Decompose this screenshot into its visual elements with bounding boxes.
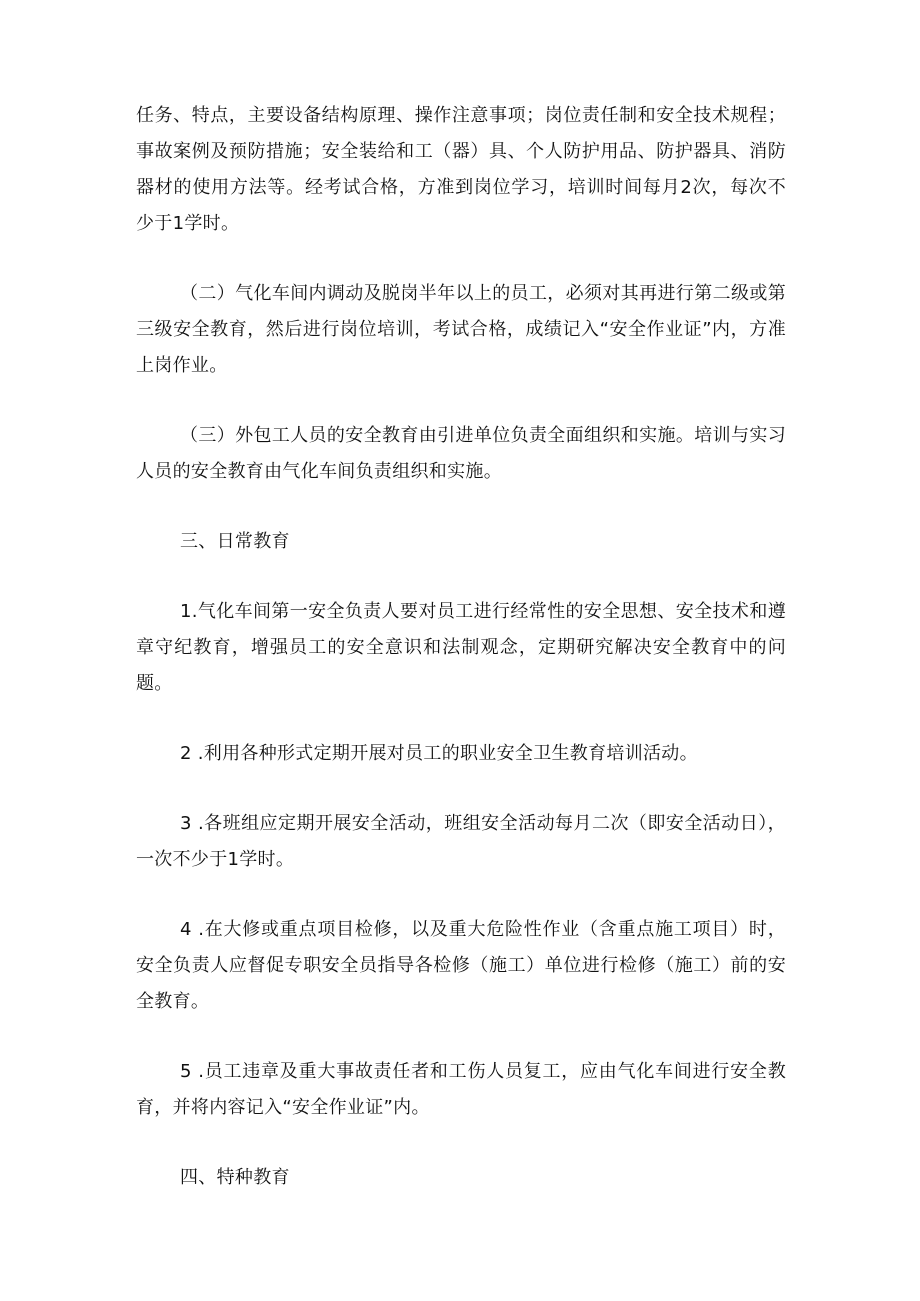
list-item-4: 4 .在大修或重点项目检修，以及重大危险性作业（含重点施工项目）时，安全负责人应督促专职安全员指导各检修（施工）单位进行检修（施工）前的安全教育。 <box>136 919 786 1012</box>
list-item-3: 3 .各班组应定期开展安全活动，班组安全活动每月二次（即安全活动日），一次不少于1学时。 <box>136 813 786 870</box>
document-body <box>136 98 786 1196</box>
list-item-1: 1.气化车间第一安全负责人要对员工进行经常性的安全思想、安全技术和遵章守纪教育，增强员工的安全意识和法制观念，定期研究解决安全教育中的问题。 <box>136 601 786 694</box>
section-heading-special-education: 四、特种教育 <box>180 1167 290 1188</box>
list-item-2: 2 .利用各种形式定期开展对员工的职业安全卫生教育培训活动。 <box>180 743 698 764</box>
paragraph-item-3: （三）外包工人员的安全教育由引进单位负责全面组织和实施。培训与实习人员的安全教育由气化车间负责组织和实施。 <box>136 425 786 482</box>
list-item-5: 5 .员工违章及重大事故责任者和工伤人员复工，应由气化车间进行安全教育，并将内容记入“安全作业证”内。 <box>136 1061 786 1118</box>
paragraph-continued-training: 任务、特点，主要设备结构原理、操作注意事项；岗位责任制和安全技术规程；事故案例及预防措施；安全装给和工（器）具、个人防护用品、防护器具、消防器材的使用方法等。经考试合格，方准到岗位学习，培训时间每月2次，每次不少于1学时。 <box>136 105 786 234</box>
paragraph-item-2: （二）气化车间内调动及脱岗半年以上的员工，必须对其再进行第二级或第三级安全教育，然后进行岗位培训，考试合格，成绩记入“安全作业证”内，方准上岗作业。 <box>136 283 786 376</box>
section-heading-daily-education: 三、日常教育 <box>180 531 290 552</box>
